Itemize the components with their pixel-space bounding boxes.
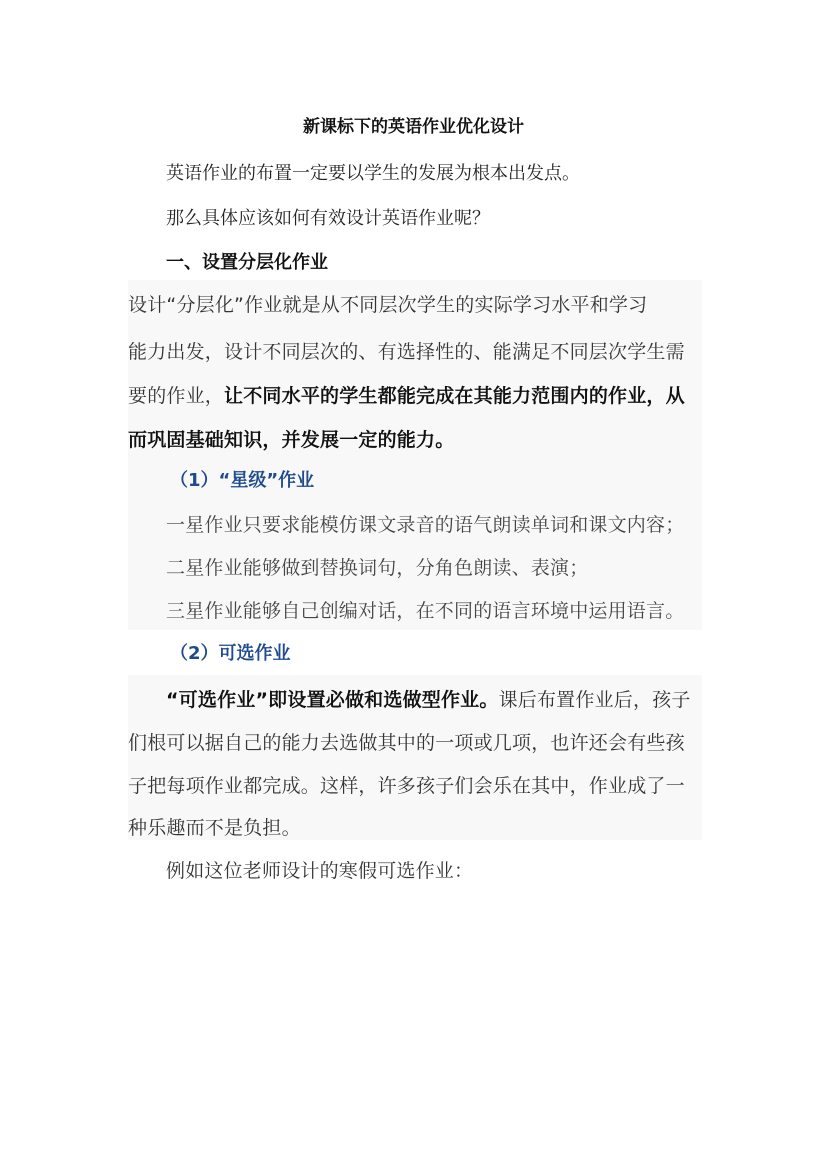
para-line-2: 能力出发，设计不同层次的、有选择性的、能满足不同层次学生需: [128, 341, 685, 363]
optional-line-2: 们根可以据自己的能力去选做其中的一项或几项，也许还会有些孩: [128, 732, 685, 754]
optional-line-4: 种乐趣而不是负担。: [128, 817, 301, 839]
example-line: 例如这位老师设计的寒假可选作业：: [166, 860, 474, 882]
optional-line-1: [166, 685, 691, 712]
para-line-4-bold: 而巩固基础知识，并发展一定的能力。: [128, 429, 455, 451]
para-line-3-bold: 让不同水平的学生都能完成在其能力范围内的作业，从: [224, 385, 685, 407]
star-item-3: 三星作业能够自己创编对话，在不同的语言环境中运用语言。: [166, 600, 685, 622]
subheading-star-homework: （1）“星级”作业: [170, 470, 315, 491]
subheading-optional-homework: （2）可选作业: [170, 643, 291, 664]
star-item-2: 二星作业能够做到替换词句，分角色朗读、表演；: [166, 557, 589, 579]
para-line-3: [128, 381, 685, 408]
optional-line-1-rest: 课后布置作业后，孩子: [498, 689, 691, 711]
para-line-4: [128, 425, 454, 452]
star-item-1: 一星作业只要求能模仿课文录音的语气朗读单词和课文内容；: [166, 514, 685, 536]
intro-line-2: 那么具体应该如何有效设计英语作业呢？: [166, 208, 490, 229]
para-line-3-normal: 要的作业，: [128, 385, 225, 407]
intro-line-1: 英语作业的布置一定要以学生的发展为根本出发点。: [166, 163, 580, 184]
para-line-1: 设计“分层化”作业就是从不同层次学生的实际学习水平和学习: [128, 294, 648, 316]
optional-bold-lead: “可选作业”即设置必做和选做型作业。: [166, 689, 499, 711]
document-title: 新课标下的英语作业优化设计: [303, 117, 524, 137]
section-heading: 一、设置分层化作业: [166, 252, 328, 273]
optional-line-3: 子把每项作业都完成。这样，许多孩子们会乐在其中，作业成了一: [128, 775, 685, 797]
